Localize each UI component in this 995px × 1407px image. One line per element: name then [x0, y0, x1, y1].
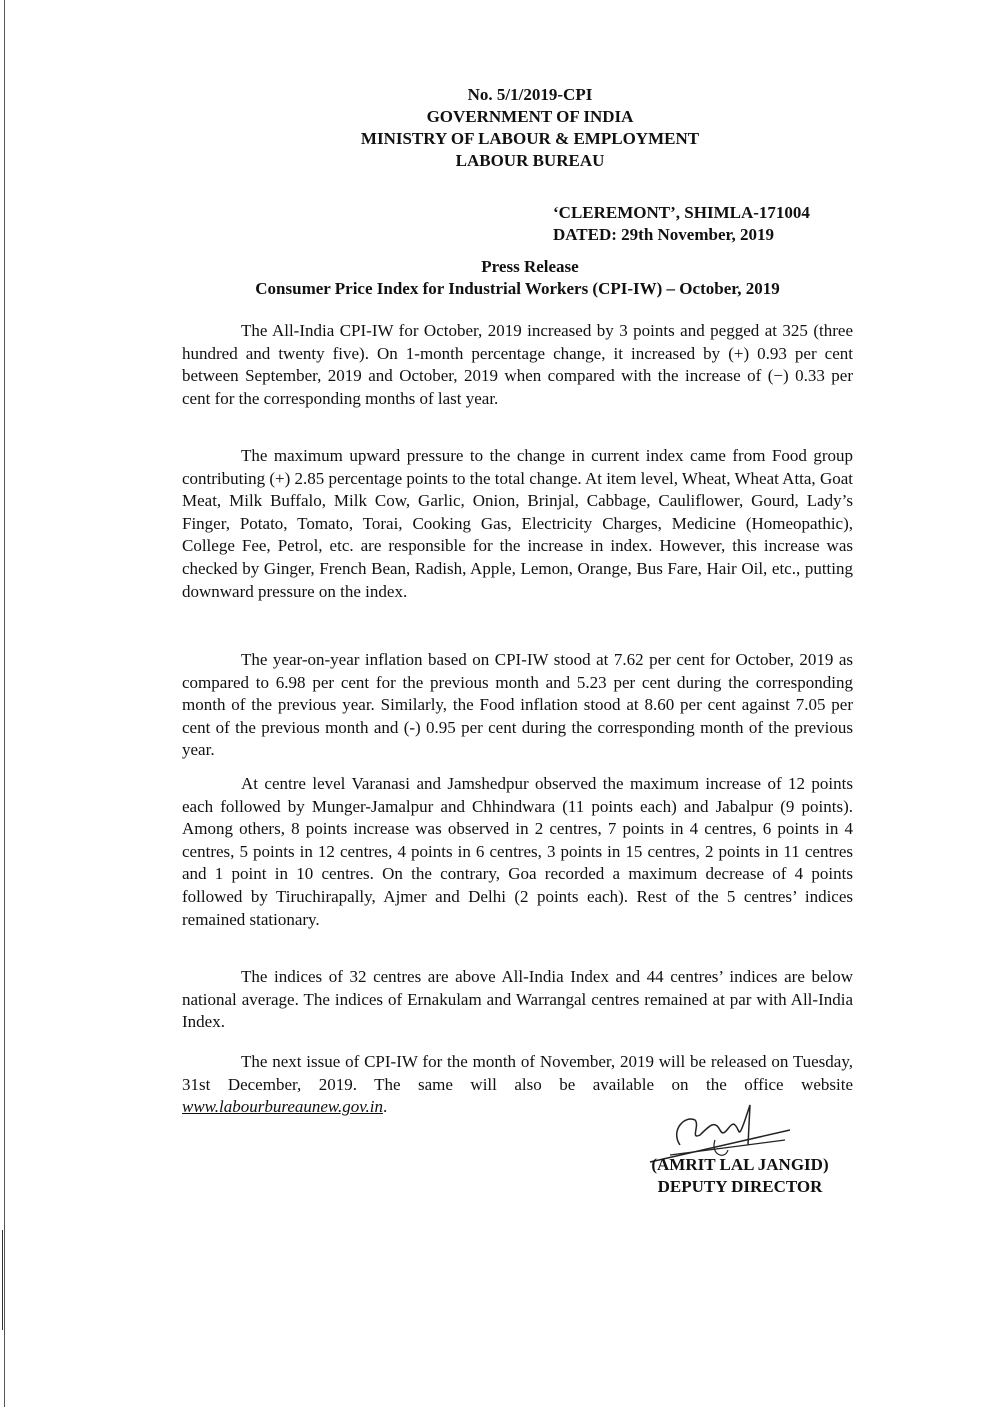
- press-release-label: Press Release: [481, 257, 579, 276]
- address: ‘CLEREMONT’, SHIMLA-171004: [553, 203, 810, 222]
- paragraph-item-pressure: The maximum upward pressure to the change in current index came from Food group contributing (+) 2.85 percentage points to the total change. At item level, Wheat, Wheat Atta, Goat Meat, Milk Buffalo, Milk Cow, Garlic, Onion, Brinjal, Cabbage, Cauliflower, Gourd, Lady’s Finger, Potato, Tomato, Torai, Cooking Gas, Electricity Charges, Medicine (Homeopathic), College Fee, Petrol, etc. are responsible for the increase in index. However, this increase was checked by Ginger, French Bean, Radish, Apple, Lemon, Orange, Bus Fare, Hair Oil, etc., putting downward pressure on the index.: [182, 446, 853, 601]
- reference-number: No. 5/1/2019-CPI: [467, 85, 593, 104]
- document-title: Consumer Price Index for Industrial Workers (CPI-IW) – October, 2019: [255, 279, 780, 298]
- address-block: [553, 202, 810, 246]
- signatory-name: (AMRIT LAL JANGID): [651, 1155, 829, 1174]
- scan-edge-mark: [2, 1230, 3, 1330]
- date: DATED: 29th November, 2019: [553, 225, 774, 244]
- paragraph-centre-comparison: The indices of 32 centres are above All-India Index and 44 centres’ indices are below national average. The indices of Ernakulam and Warrangal centres remained at par with All-India Index.: [182, 967, 853, 1032]
- paragraph-centre-level: At centre level Varanasi and Jamshedpur observed the maximum increase of 12 points each followed by Munger-Jamalpur and Chhindwara (11 points each) and Jabalpur (9 points). Among others, 8 points increase was observed in 2 centres, 7 points in 4 centres, 6 points in 4 centres, 5 points in 12 centres, 4 points in 6 centres, 3 points in 15 centres, 2 points in 11 centres and 1 point in 10 centres. On the contrary, Goa recorded a maximum decrease of 4 points followed by Tiruchirapally, Ajmer and Delhi (2 points each). Rest of the 5 centres’ indices remained stationary.: [182, 774, 853, 929]
- letterhead: [200, 84, 860, 172]
- bureau-name: LABOUR BUREAU: [455, 151, 605, 170]
- scan-edge-line: [4, 0, 5, 1407]
- signatory-block: [640, 1154, 840, 1198]
- ministry-name: MINISTRY OF LABOUR & EMPLOYMENT: [360, 129, 700, 148]
- paragraph-inflation: The year-on-year inflation based on CPI-IW stood at 7.62 per cent for October, 2019 as compared to 6.98 per cent for the previous month and 5.23 per cent during the corresponding month of the previous year. Similarly, the Food inflation stood at 8.60 per cent against 7.05 per cent of the previous month and (-) 0.95 per cent during the corresponding month of the previous year.: [182, 650, 853, 760]
- signatory-designation: DEPUTY DIRECTOR: [657, 1177, 823, 1196]
- period: .: [383, 1097, 388, 1117]
- website-link[interactable]: www.labourbureaunew.gov.in: [182, 1097, 384, 1117]
- government-name: GOVERNMENT OF INDIA: [426, 107, 634, 126]
- paragraph-index-summary: The All-India CPI-IW for October, 2019 increased by 3 points and pegged at 325 (three hundred and twenty five). On 1-month percentage change, it increased by (+) 0.93 per cent between September, 2019 and October, 2019 when compared with the increase of (−) 0.33 per cent for the corresponding months of last year.: [182, 321, 853, 408]
- next-issue-text: The next issue of CPI-IW for the month of November, 2019 will be released on Tuesday, 31st December, 2019. The same will also be available on the office website: [182, 1052, 853, 1094]
